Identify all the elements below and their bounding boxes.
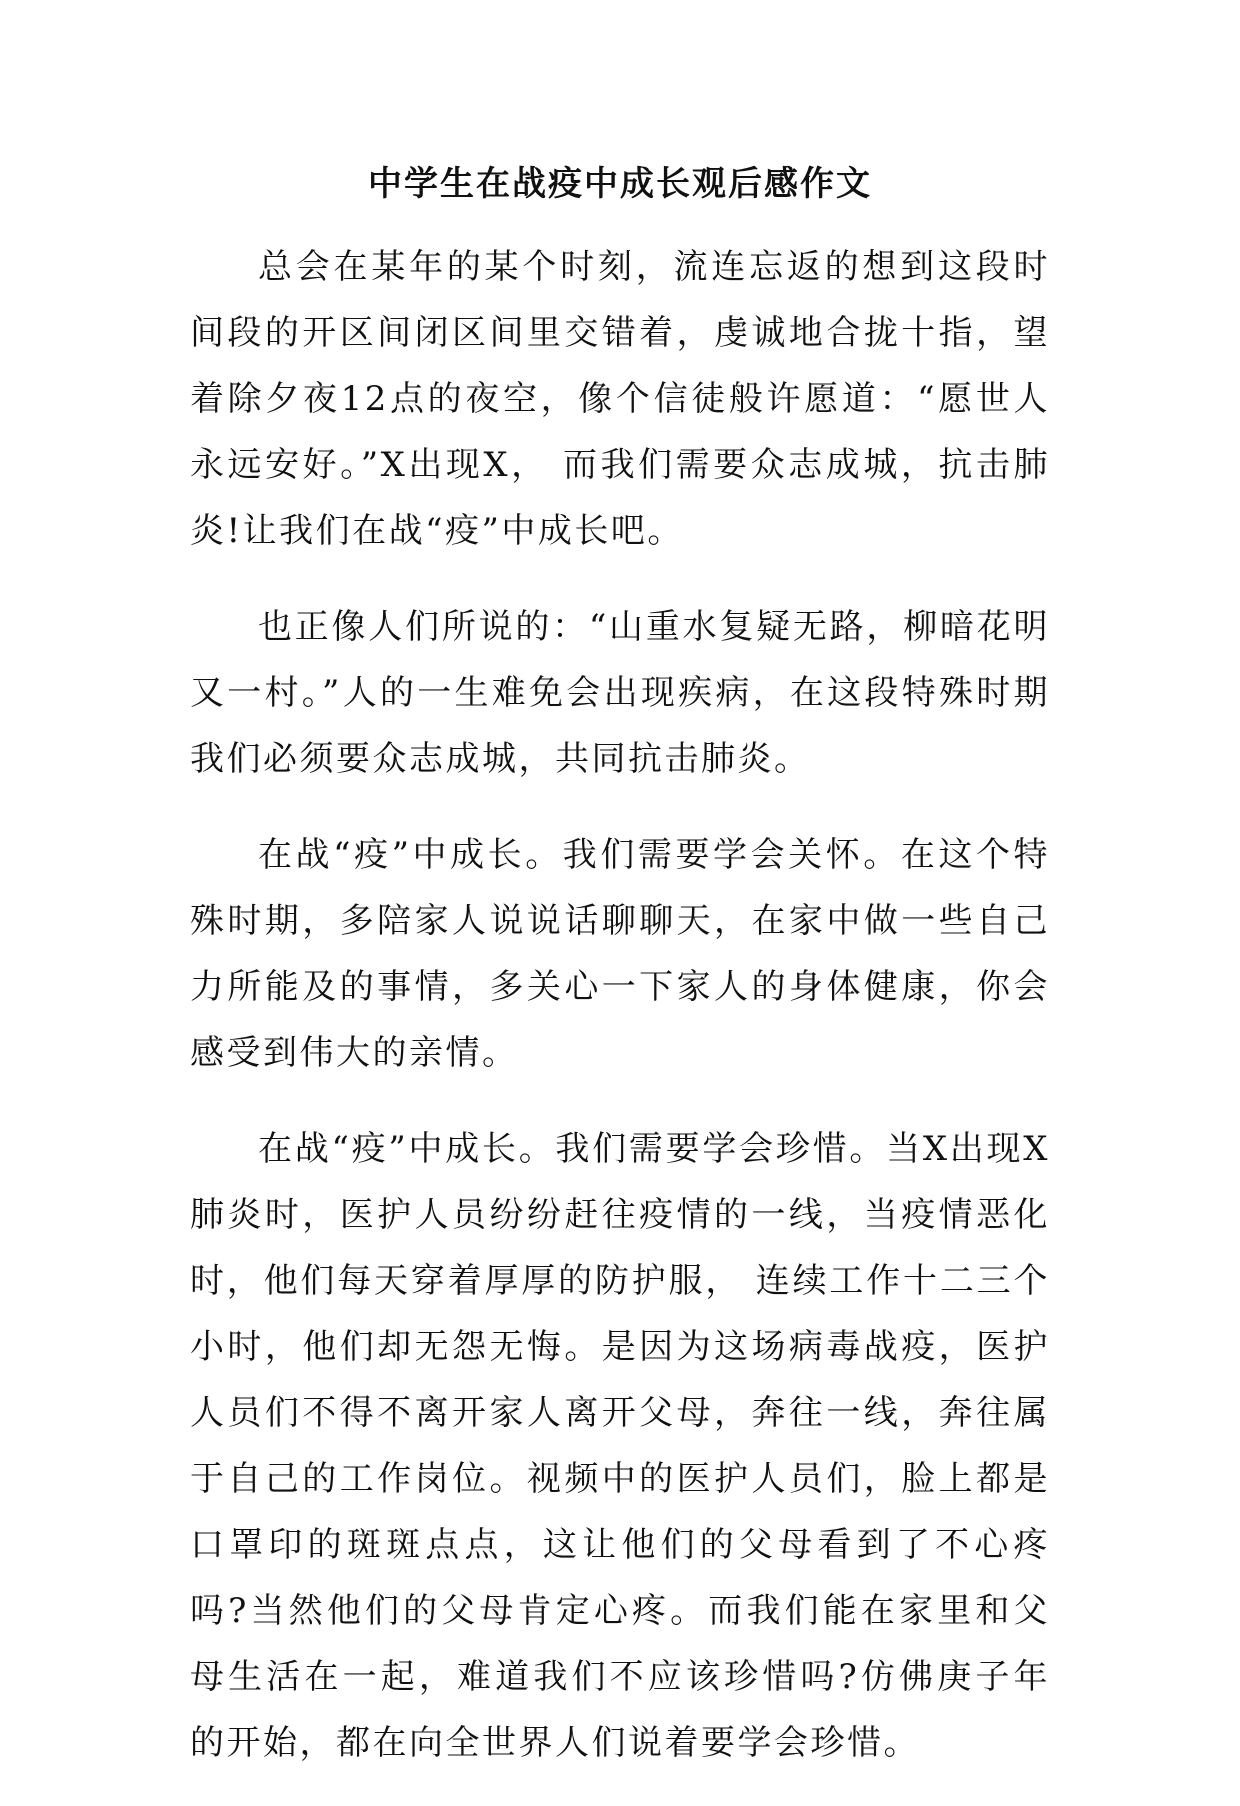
document-title: 中学生在战疫中成长观后感作文 (368, 164, 872, 204)
paragraph-1: 总会在某年的某个时刻，流连忘返的想到这段时间段的开区间闭区间里交错着，虔诚地合拢十指，望着除夕夜12点的夜空，像个信徒般许愿道：“愿世人永远安好。”X出现X， 而我们需要众志成城，抗击肺炎!让我们在战“疫”中成长吧。 (190, 247, 1050, 551)
document-body (190, 234, 1050, 1806)
paragraph-2: 也正像人们所说的：“山重水复疑无路，柳暗花明又一村。”人的一生难免会出现疾病，在这段特殊时期我们必须要众志成城，共同抗击肺炎。 (190, 607, 1050, 779)
paragraph-4: 在战“疫”中成长。我们需要学会珍惜。当X出现X肺炎时，医护人员纷纷赶往疫情的一线，当疫情恶化时，他们每天穿着厚厚的防护服， 连续工作十二三个小时，他们却无怨无悔。是因为这场病毒战疫，医护人员们不得不离开家人离开父母，奔往一线，奔往属于自己的工作岗位。视频中的医护人员们，脸上都是口罩印的斑斑点点，这让他们的父母看到了不心疼吗?当然他们的父母肯定心疼。而我们能在家里和父母生活在一起，难道我们不应该珍惜吗?仿佛庚子年的开始，都在向全世界人们说着要学会珍惜。 (190, 1129, 1050, 1763)
paragraph-3: 在战“疫”中成长。我们需要学会关怀。在这个特殊时期，多陪家人说说话聊聊天，在家中做一些自己力所能及的事情，多关心一下家人的身体健康，你会感受到伟大的亲情。 (190, 835, 1050, 1073)
